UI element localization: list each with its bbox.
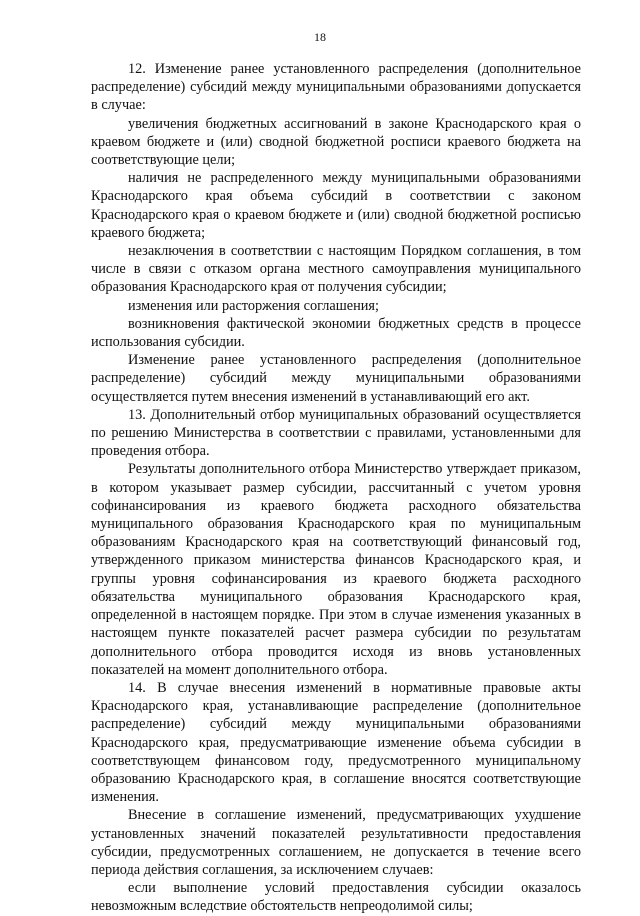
page-number: 18 [314,30,326,44]
paragraph-change-procedure: Изменение ранее установленного распределения (дополнительное распределение) субсидий между муниципальными образованиями осуществляется путем внесения изменений в устанавливающий его акт. [91,352,581,405]
paragraph-item-13: 13. Дополнительный отбор муниципальных образований осуществляется по решению Министерства в соответствии с правилами, установленными для проведения отбора. [91,406,581,460]
paragraph-force-majeure: если выполнение условий предоставления субсидии оказалось невозможным вследствие обстоятельств непреодолимой силы; [91,880,581,915]
paragraph-case-undistributed-volume: наличия не распределенного между муниципальными образованиями Краснодарского края объема субсидий в соответствии с законом Краснодарского края о краевом бюджете и (или) сводной бюджетной росписью краевого бюджета; [91,170,581,241]
document-body [91,60,581,916]
paragraph-item-14: 14. В случае внесения изменений в нормативные правовые акты Краснодарского края, устанавливающие распределение (дополнительное распределение) субсидий между муниципальными образованиями Краснодарского края, предусматривающие изменение объема субсидии в соответствующем финансовом году, предусмотренного муниципальному образованию Краснодарского края, в соглашение вносятся соответствующие изменения. [91,679,581,806]
paragraph-item-12: 12. Изменение ранее установленного распределения (дополнительное распределение) субсидий между муниципальными образованиями допускается в случае: [91,61,581,114]
paragraph-selection-results: Результаты дополнительного отбора Министерство утверждает приказом, в котором указывает размер субсидии, рассчитанный с учетом уровня софинансирования из краевого бюджета расходного обязательства муниципального образования Краснодарского края по муниципальным образованиям Краснодарского края на соответствующий финансовый год, утвержденного приказом министерства финансов Краснодарского края, и группы уровня софинансирования из краевого бюджета расходного обязательства муниципального образования Краснодарского края, определенной в настоящем порядке. При этом в случае изменения указанных в настоящем пункте показателей расчет размера субсидии по результатам дополнительного отбора проводится исходя из вновь установленных показателей на момент дополнительного отбора. [91,461,581,678]
paragraph-case-agreement-change: изменения или расторжения соглашения; [128,297,379,314]
paragraph-agreement-changes: Внесение в соглашение изменений, предусматривающих ухудшение установленных значений показателей результативности предоставления субсидии, предусмотренных соглашением, не допускается в течение всего периода действия соглашения, за исключением случаев: [91,807,581,878]
paragraph-case-budget-increase: увеличения бюджетных ассигнований в законе Краснодарского края о краевом бюджете и (или) сводной бюджетной росписи краевого бюджета на соответствующие цели; [91,115,581,169]
paragraph-case-savings: возникновения фактической экономии бюджетных средств в процессе использования субсидии. [91,315,581,351]
paragraph-case-no-agreement: незаключения в соответствии с настоящим Порядком соглашения, в том числе в связи с отказом органа местного самоуправления муниципального образования Краснодарского края от получения субсидии; [91,243,581,296]
